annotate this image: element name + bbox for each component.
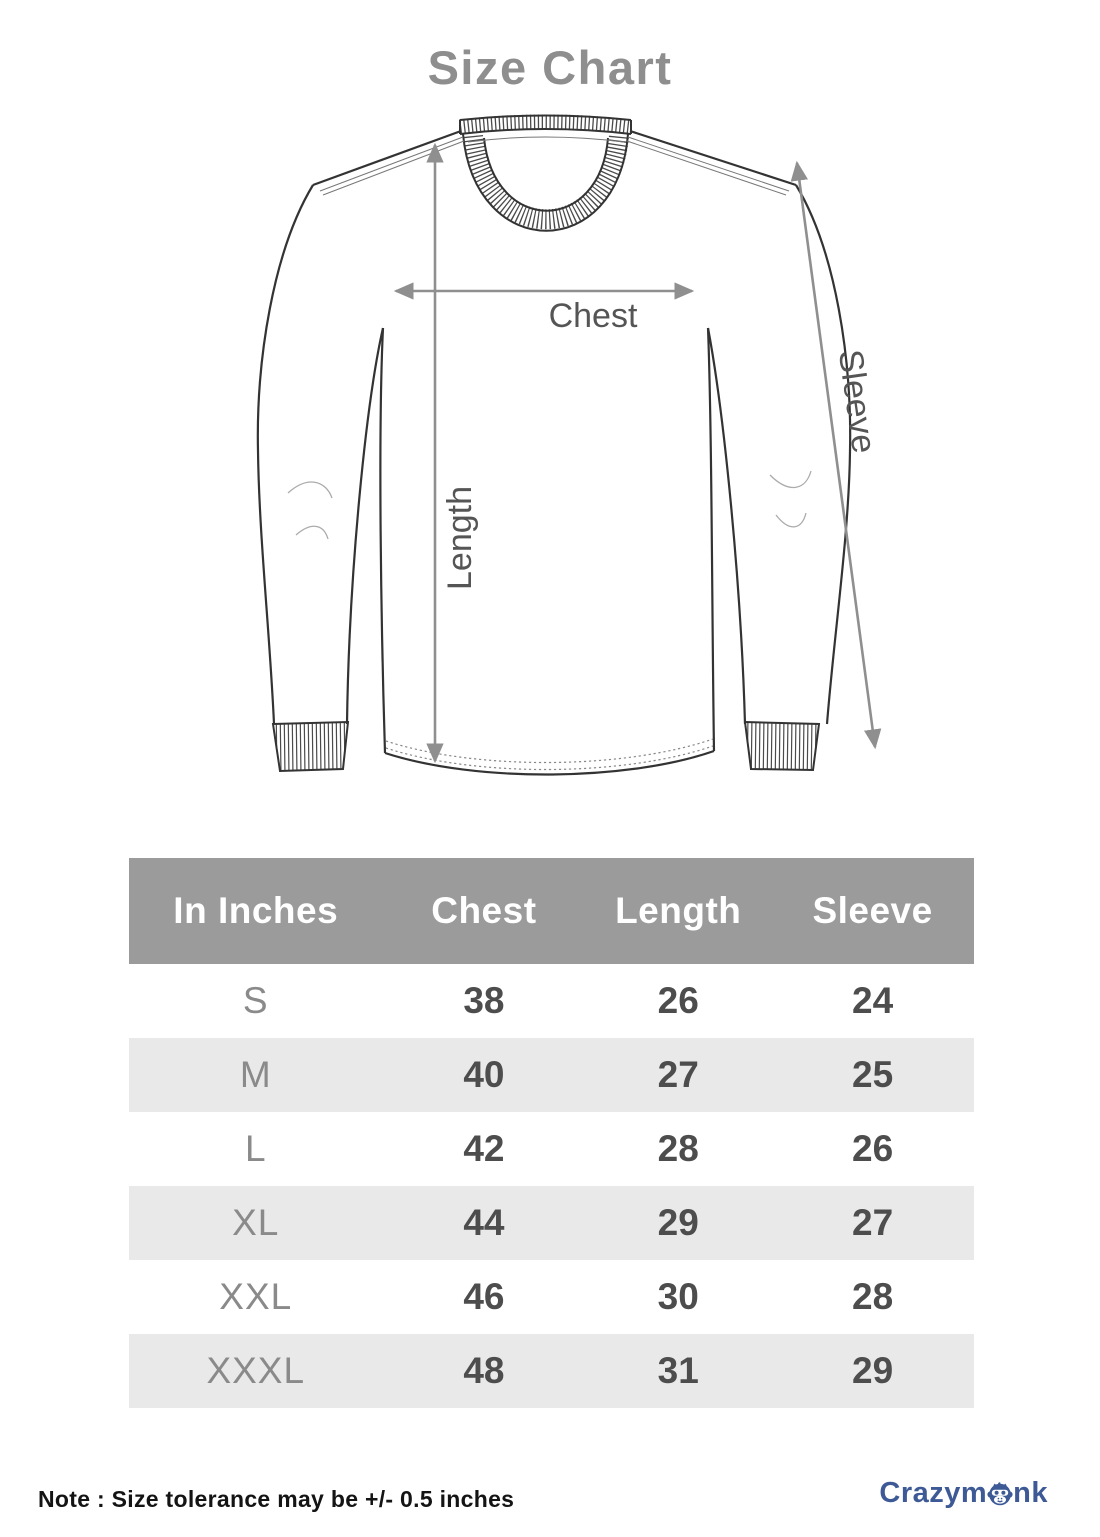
neck-seam [468, 137, 624, 142]
table-row [129, 1112, 974, 1186]
sleeve-value: 28 [852, 1276, 894, 1317]
brand-text-right: nk [1013, 1477, 1048, 1509]
shirt-outline [258, 185, 850, 775]
chest-value: 42 [463, 1128, 505, 1169]
sleeve-value: 25 [852, 1054, 894, 1095]
measurement-arrows [396, 145, 875, 761]
page-title: Size Chart [427, 41, 673, 94]
length-value: 29 [657, 1202, 699, 1243]
table-row [129, 1334, 974, 1408]
brand-text-left: Crazym [879, 1477, 988, 1509]
chest-value: 40 [463, 1054, 505, 1095]
length-value: 26 [657, 980, 699, 1021]
chest-value: 38 [463, 980, 505, 1021]
tshirt-measurement-diagram [228, 103, 908, 803]
header-unit: In Inches [173, 890, 339, 931]
size-cell: M [239, 1054, 272, 1095]
size-cell: XL [232, 1202, 280, 1243]
table-body [129, 964, 974, 1408]
table-header-row [129, 858, 974, 964]
monkey-face-icon [987, 1481, 1013, 1507]
header-sleeve: Sleeve [812, 890, 933, 931]
brand-logo [879, 1477, 1048, 1510]
header-length: Length [615, 890, 742, 931]
table-row [129, 964, 974, 1038]
chest-value: 48 [463, 1350, 505, 1391]
sleeve-value: 26 [852, 1128, 894, 1169]
header-chest: Chest [431, 890, 537, 931]
cuff-outline [273, 722, 819, 771]
length-label: Length [441, 486, 479, 590]
sleeve-value: 29 [852, 1350, 894, 1391]
chest-value: 44 [463, 1202, 505, 1243]
sleeve-value: 27 [852, 1202, 894, 1243]
chest-label: Chest [548, 297, 638, 335]
table-row [129, 1260, 974, 1334]
sleeve-arrow [797, 163, 875, 747]
size-cell: XXL [219, 1276, 293, 1317]
length-value: 30 [657, 1276, 699, 1317]
sleeve-value: 24 [852, 980, 894, 1021]
table-row [129, 1038, 974, 1112]
length-value: 31 [657, 1350, 699, 1391]
chest-value: 46 [463, 1276, 505, 1317]
size-cell: L [244, 1128, 267, 1169]
tolerance-note: Note : Size tolerance may be +/- 0.5 inches [38, 1486, 515, 1512]
sleeve-label: Sleeve [830, 347, 883, 456]
length-value: 27 [657, 1054, 699, 1095]
cuff-ribbing [272, 745, 821, 747]
shoulder-lines [313, 131, 796, 185]
size-table [129, 858, 974, 1408]
table-row [129, 1186, 974, 1260]
size-cell: XXXL [206, 1350, 306, 1391]
length-value: 28 [657, 1128, 699, 1169]
shoulder-seam-stitching [320, 137, 789, 195]
size-cell: S [242, 980, 269, 1021]
